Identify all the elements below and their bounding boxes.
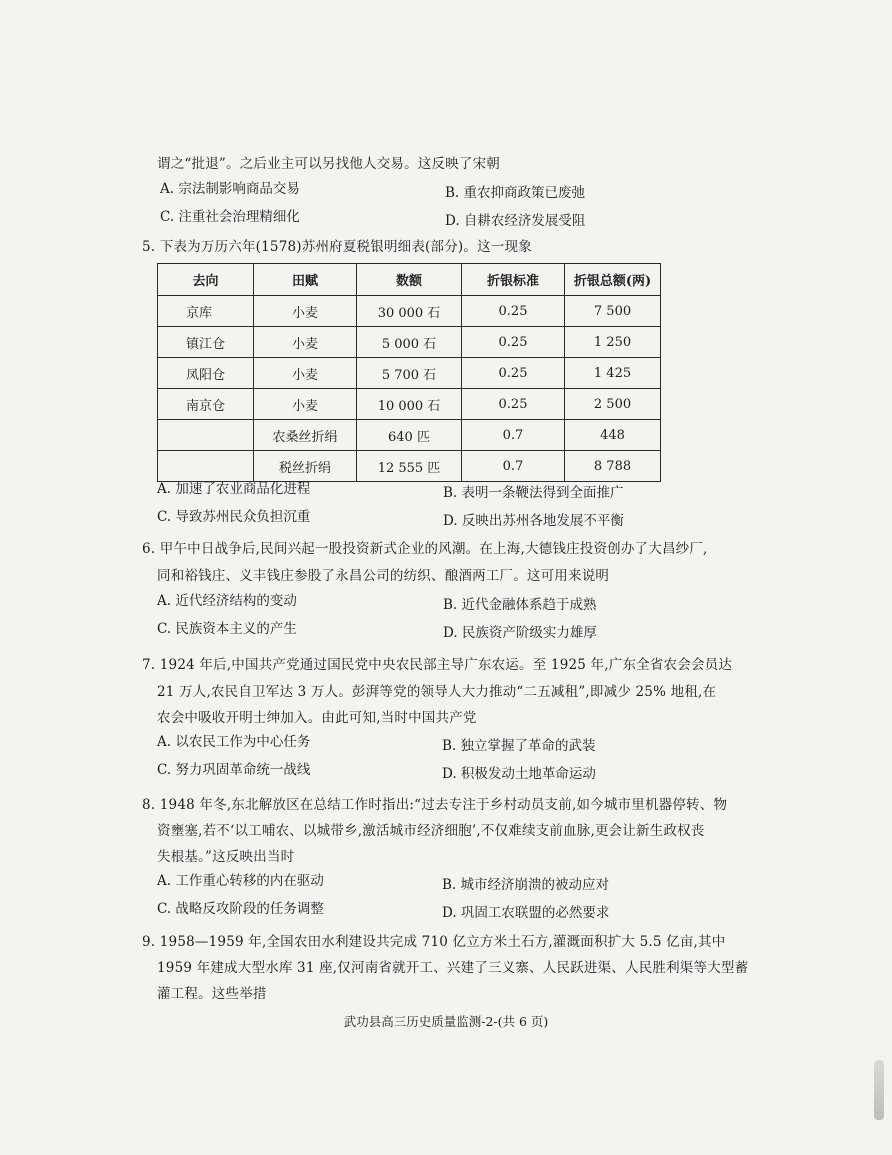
table-cell: [158, 451, 254, 482]
tax-table: [157, 263, 661, 482]
q6-option-d: D. 民族资产阶级实力雄厚: [443, 625, 597, 641]
table-cell: 南京仓: [158, 389, 254, 420]
table-cell: 小麦: [254, 327, 357, 358]
q8-line-3: 失根基。”这反映出当时: [157, 849, 295, 865]
table-row: [158, 327, 661, 358]
table-cell: 10 000 石: [357, 389, 462, 420]
page-footer: 武功县高三历史质量监测-2-(共 6 页): [343, 1014, 549, 1029]
table-cell: 5 700 石: [357, 358, 462, 389]
table-cell: 0.25: [462, 358, 565, 389]
q5-option-c: C. 导致苏州民众负担沉重: [157, 509, 311, 525]
q4-option-c: C. 注重社会治理精细化: [160, 209, 300, 225]
q5-option-b: B. 表明一条鞭法得到全面推广: [443, 485, 624, 501]
table-cell: 0.7: [462, 420, 565, 451]
table-cell: 0.7: [462, 451, 565, 482]
table-header-row: [158, 264, 661, 296]
q6-option-c: C. 民族资本主义的产生: [157, 621, 297, 637]
q4-option-a: A. 宗法制影响商品交易: [160, 181, 300, 197]
q7-line-3: 农会中吸收开明士绅加入。由此可知,当时中国共产党: [157, 710, 477, 726]
q4-stem-tail: 谓之“批退”。之后业主可以另找他人交易。这反映了宋朝: [157, 156, 501, 172]
table-cell: 640 匹: [357, 420, 462, 451]
table-cell: 12 555 匹: [357, 451, 462, 482]
q6-line-1: 6. 甲午中日战争后,民间兴起一股投资新式企业的风潮。在上海,大德钱庄投资创办了大昌纱厂,: [142, 541, 708, 557]
q4-option-b: B. 重农抑商政策已废弛: [445, 185, 586, 201]
table-cell: 448: [565, 420, 661, 451]
table-cell: 京库: [158, 296, 254, 327]
table-header-cell: 折银总额(两): [565, 264, 661, 296]
table-row: [158, 389, 661, 420]
q4-option-d: D. 自耕农经济发展受阻: [445, 213, 586, 229]
table-cell: 0.25: [462, 296, 565, 327]
q7-option-c: C. 努力巩固革命统一战线: [157, 762, 311, 778]
q5-option-d: D. 反映出苏州各地发展不平衡: [443, 513, 624, 529]
table-cell: 2 500: [565, 389, 661, 420]
table-header-cell: 数额: [357, 264, 462, 296]
q6-option-a: A. 近代经济结构的变动: [157, 593, 297, 609]
q6-option-b: B. 近代金融体系趋于成熟: [443, 597, 597, 613]
q8-option-a: A. 工作重心转移的内在驱动: [157, 873, 324, 889]
q7-line-1: 7. 1924 年后,中国共产党通过国民党中央农民部主导广东农运。至 1925 年,广东全省农会会员达: [142, 657, 733, 673]
q9-line-2: 1959 年建成大型水库 31 座,仅河南省就开工、兴建了三义寨、人民跃进渠、人民胜利渠等大型蓄: [157, 960, 749, 976]
q5-stem: 5. 下表为万历六年(1578)苏州府夏税银明细表(部分)。这一现象: [142, 239, 532, 255]
table-row: [158, 451, 661, 482]
table-cell: 小麦: [254, 358, 357, 389]
q6-line-2: 同和裕钱庄、义丰钱庄参股了永昌公司的纺织、酿酒两工厂。这可用来说明: [157, 568, 610, 584]
table-cell: 8 788: [565, 451, 661, 482]
table-cell: 30 000 石: [357, 296, 462, 327]
binding-edge-mark: [874, 1060, 884, 1120]
table-cell: 0.25: [462, 389, 565, 420]
table-cell: 小麦: [254, 296, 357, 327]
q5-option-a: A. 加速了农业商品化进程: [157, 481, 311, 497]
table-cell: 小麦: [254, 389, 357, 420]
table-cell: 凤阳仓: [158, 358, 254, 389]
table-header-cell: 去向: [158, 264, 254, 296]
q8-line-2: 资壅塞,若不‘以工哺农、以城带乡,激活城市经济细胞’,不仅难续支前血脉,更会让新生政权丧: [157, 823, 705, 839]
q7-option-a: A. 以农民工作为中心任务: [157, 734, 311, 750]
table-row: [158, 296, 661, 327]
table-cell: 镇江仓: [158, 327, 254, 358]
q7-line-2: 21 万人,农民自卫军达 3 万人。彭湃等党的领导人大力推动“二五减租”,即减少 25% 地租,在: [157, 684, 717, 700]
table-row: [158, 420, 661, 451]
table-header-cell: 折银标准: [462, 264, 565, 296]
table-cell: 0.25: [462, 327, 565, 358]
q9-line-1: 9. 1958—1959 年,全国农田水利建设共完成 710 亿立方米土石方,灌溉面积扩大 5.5 亿亩,其中: [142, 934, 726, 950]
table-cell: 7 500: [565, 296, 661, 327]
table-cell: 1 425: [565, 358, 661, 389]
q9-line-3: 灌工程。这些举措: [157, 986, 267, 1002]
q7-option-d: D. 积极发动土地革命运动: [442, 766, 596, 782]
table-header-cell: 田赋: [254, 264, 357, 296]
table-cell: 1 250: [565, 327, 661, 358]
q7-option-b: B. 独立掌握了革命的武装: [442, 738, 596, 754]
q8-option-d: D. 巩固工农联盟的必然要求: [442, 905, 610, 921]
table-cell: 农桑丝折绢: [254, 420, 357, 451]
q8-option-c: C. 战略反攻阶段的任务调整: [157, 901, 324, 917]
q8-line-1: 8. 1948 年冬,东北解放区在总结工作时指出:“过去专注于乡村动员支前,如今城市里机器停转、物: [142, 797, 728, 813]
table-row: [158, 358, 661, 389]
table-cell: 税丝折绢: [254, 451, 357, 482]
table-cell: 5 000 石: [357, 327, 462, 358]
table-cell: [158, 420, 254, 451]
q8-option-b: B. 城市经济崩溃的被动应对: [442, 877, 610, 893]
